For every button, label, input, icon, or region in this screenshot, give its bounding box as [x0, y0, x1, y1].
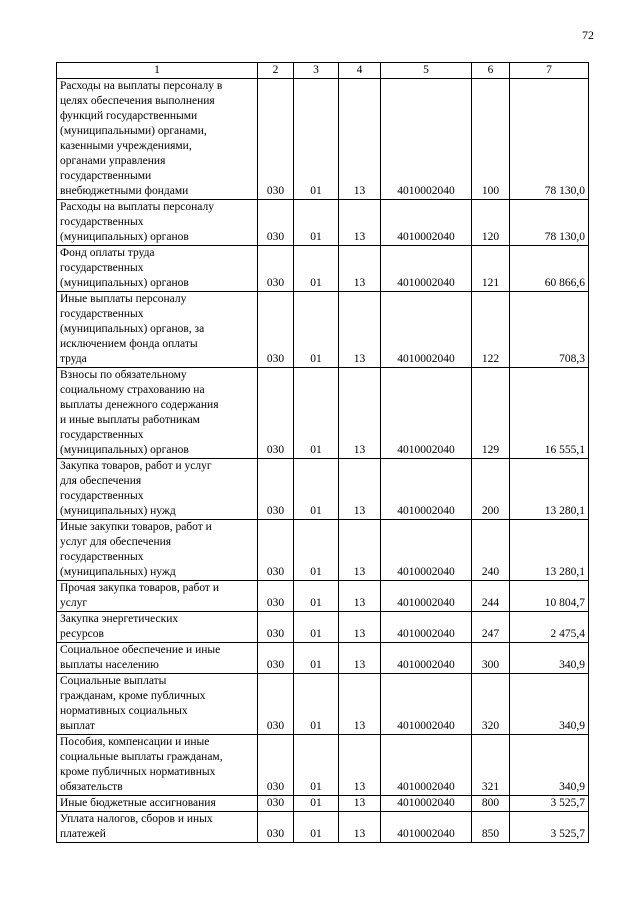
amount-cell: 13 280,1 [510, 459, 589, 520]
section-code-cell: 01 [294, 735, 339, 796]
row-name-line: выплаты денежного содержания [60, 399, 219, 411]
table-row [57, 292, 589, 368]
table-row [57, 674, 589, 735]
table-row [57, 812, 589, 843]
row-name-line: Фонд оплаты труда [60, 247, 155, 259]
row-name-line: Иные бюджетные ассигнования [60, 797, 216, 809]
target-article-cell: 4010002040 [381, 812, 472, 843]
section-code-cell: 01 [294, 368, 339, 459]
target-article-cell: 4010002040 [381, 246, 472, 292]
row-name-cell [57, 612, 258, 643]
section-code-cell: 01 [294, 292, 339, 368]
expense-type-cell: 129 [472, 368, 510, 459]
table-row [57, 612, 589, 643]
row-name-line: (муниципальных) нужд [60, 505, 176, 517]
row-name-line: и иные выплаты работникам [60, 414, 200, 426]
row-name-line: труда [60, 353, 87, 365]
row-name-line: кроме публичных нормативных [60, 766, 216, 778]
subsection-code-cell: 13 [339, 643, 381, 674]
row-name-line: Взносы по обязательному [60, 369, 187, 381]
header-cell-5: 5 [381, 63, 472, 79]
grbs-code-cell: 030 [258, 368, 294, 459]
table-row [57, 735, 589, 796]
row-name-line: платежей [60, 828, 106, 840]
page-number: 72 [582, 28, 594, 42]
subsection-code-cell: 13 [339, 612, 381, 643]
row-name-line: ресурсов [60, 628, 104, 640]
amount-cell: 340,9 [510, 674, 589, 735]
table-body [57, 79, 589, 843]
table-row [57, 459, 589, 520]
row-name-line: нормативных социальных [60, 705, 188, 717]
row-name-line: государственными [60, 170, 152, 182]
row-name-line: выплат [60, 720, 95, 732]
row-name-line: Расходы на выплаты персоналу в [60, 80, 223, 92]
row-name-line: Иные выплаты персоналу [60, 293, 187, 305]
row-name-cell [57, 246, 258, 292]
grbs-code-cell: 030 [258, 812, 294, 843]
section-code-cell: 01 [294, 79, 339, 200]
section-code-cell: 01 [294, 520, 339, 581]
table-row [57, 79, 589, 200]
row-name-line: услуг для обеспечения [60, 536, 172, 548]
amount-cell: 78 130,0 [510, 200, 589, 246]
row-name-line: Закупка товаров, работ и услуг [60, 460, 212, 472]
row-name-line: обязательств [60, 781, 123, 793]
target-article-cell: 4010002040 [381, 79, 472, 200]
expense-type-cell: 320 [472, 674, 510, 735]
amount-cell: 60 866,6 [510, 246, 589, 292]
section-code-cell: 01 [294, 200, 339, 246]
row-name-line: Социальные выплаты [60, 675, 167, 687]
header-cell-3: 3 [294, 63, 339, 79]
table-row [57, 581, 589, 612]
expense-type-cell: 300 [472, 643, 510, 674]
subsection-code-cell: 13 [339, 79, 381, 200]
target-article-cell: 4010002040 [381, 796, 472, 812]
target-article-cell: 4010002040 [381, 643, 472, 674]
amount-cell: 3 525,7 [510, 796, 589, 812]
row-name-cell [57, 812, 258, 843]
amount-cell: 3 525,7 [510, 812, 589, 843]
row-name-line: социальному страхованию на [60, 384, 205, 396]
budget-table [56, 62, 589, 843]
row-name-cell [57, 735, 258, 796]
subsection-code-cell: 13 [339, 581, 381, 612]
expense-type-cell: 244 [472, 581, 510, 612]
section-code-cell: 01 [294, 796, 339, 812]
subsection-code-cell: 13 [339, 735, 381, 796]
table-row [57, 246, 589, 292]
expense-type-cell: 200 [472, 459, 510, 520]
row-name-line: государственных [60, 308, 144, 320]
row-name-line: Иные закупки товаров, работ и [60, 521, 212, 533]
row-name-cell [57, 581, 258, 612]
row-name-cell [57, 459, 258, 520]
row-name-cell [57, 368, 258, 459]
row-name-line: функций государственными [60, 110, 198, 122]
row-name-line: Закупка энергетических [60, 613, 179, 625]
amount-cell: 708,3 [510, 292, 589, 368]
amount-cell: 340,9 [510, 735, 589, 796]
grbs-code-cell: 030 [258, 643, 294, 674]
header-cell-2: 2 [258, 63, 294, 79]
row-name-line: (муниципальных) органов [60, 277, 189, 289]
row-name-line: (муниципальных) органов [60, 444, 189, 456]
row-name-line: Пособия, компенсации и иные [60, 736, 210, 748]
target-article-cell: 4010002040 [381, 581, 472, 612]
row-name-line: государственных [60, 216, 144, 228]
subsection-code-cell: 13 [339, 246, 381, 292]
table-row [57, 796, 589, 812]
target-article-cell: 4010002040 [381, 459, 472, 520]
expense-type-cell: 321 [472, 735, 510, 796]
target-article-cell: 4010002040 [381, 612, 472, 643]
row-name-cell [57, 292, 258, 368]
row-name-cell [57, 200, 258, 246]
grbs-code-cell: 030 [258, 292, 294, 368]
table-row [57, 368, 589, 459]
subsection-code-cell: 13 [339, 292, 381, 368]
target-article-cell: 4010002040 [381, 735, 472, 796]
table-row [57, 643, 589, 674]
subsection-code-cell: 13 [339, 520, 381, 581]
grbs-code-cell: 030 [258, 796, 294, 812]
row-name-line: Уплата налогов, сборов и иных [60, 813, 213, 825]
subsection-code-cell: 13 [339, 368, 381, 459]
row-name-line: гражданам, кроме публичных [60, 690, 206, 702]
row-name-line: выплаты населению [60, 659, 159, 671]
grbs-code-cell: 030 [258, 200, 294, 246]
expense-type-cell: 100 [472, 79, 510, 200]
row-name-cell [57, 796, 258, 812]
grbs-code-cell: 030 [258, 246, 294, 292]
row-name-line: казенными учреждениями, [60, 140, 192, 152]
row-name-line: государственных [60, 551, 144, 563]
target-article-cell: 4010002040 [381, 368, 472, 459]
header-cell-6: 6 [472, 63, 510, 79]
section-code-cell: 01 [294, 674, 339, 735]
grbs-code-cell: 030 [258, 735, 294, 796]
amount-cell: 16 555,1 [510, 368, 589, 459]
row-name-line: (муниципальных) нужд [60, 566, 176, 578]
header-row [57, 63, 589, 79]
row-name-line: государственных [60, 429, 144, 441]
row-name-line: внебюджетными фондами [60, 185, 189, 197]
section-code-cell: 01 [294, 812, 339, 843]
subsection-code-cell: 13 [339, 796, 381, 812]
header-cell-4: 4 [339, 63, 381, 79]
table-row [57, 520, 589, 581]
section-code-cell: 01 [294, 612, 339, 643]
amount-cell: 2 475,4 [510, 612, 589, 643]
target-article-cell: 4010002040 [381, 520, 472, 581]
expense-type-cell: 120 [472, 200, 510, 246]
target-article-cell: 4010002040 [381, 292, 472, 368]
target-article-cell: 4010002040 [381, 200, 472, 246]
expense-type-cell: 800 [472, 796, 510, 812]
expense-type-cell: 240 [472, 520, 510, 581]
row-name-line: Социальное обеспечение и иные [60, 644, 221, 656]
section-code-cell: 01 [294, 643, 339, 674]
target-article-cell: 4010002040 [381, 674, 472, 735]
header-cell-7: 7 [510, 63, 589, 79]
row-name-line: исключением фонда оплаты [60, 338, 198, 350]
section-code-cell: 01 [294, 581, 339, 612]
expense-type-cell: 247 [472, 612, 510, 643]
header-cell-1: 1 [57, 63, 258, 79]
row-name-line: услуг [60, 597, 88, 609]
grbs-code-cell: 030 [258, 79, 294, 200]
row-name-line: Расходы на выплаты персоналу [60, 201, 214, 213]
table-row [57, 200, 589, 246]
row-name-line: органами управления [60, 155, 166, 167]
section-code-cell: 01 [294, 459, 339, 520]
row-name-line: социальные выплаты гражданам, [60, 751, 223, 763]
row-name-line: (муниципальными) органами, [60, 125, 207, 137]
amount-cell: 13 280,1 [510, 520, 589, 581]
grbs-code-cell: 030 [258, 674, 294, 735]
amount-cell: 340,9 [510, 643, 589, 674]
subsection-code-cell: 13 [339, 812, 381, 843]
row-name-cell [57, 79, 258, 200]
grbs-code-cell: 030 [258, 581, 294, 612]
row-name-line: государственных [60, 262, 144, 274]
row-name-line: (муниципальных) органов [60, 231, 189, 243]
row-name-line: (муниципальных) органов, за [60, 323, 205, 335]
amount-cell: 10 804,7 [510, 581, 589, 612]
grbs-code-cell: 030 [258, 612, 294, 643]
expense-type-cell: 121 [472, 246, 510, 292]
expense-type-cell: 850 [472, 812, 510, 843]
grbs-code-cell: 030 [258, 459, 294, 520]
subsection-code-cell: 13 [339, 200, 381, 246]
row-name-cell [57, 520, 258, 581]
subsection-code-cell: 13 [339, 674, 381, 735]
row-name-cell [57, 643, 258, 674]
row-name-line: целях обеспечения выполнения [60, 95, 215, 107]
expense-type-cell: 122 [472, 292, 510, 368]
amount-cell: 78 130,0 [510, 79, 589, 200]
section-code-cell: 01 [294, 246, 339, 292]
row-name-line: Прочая закупка товаров, работ и [60, 582, 219, 594]
row-name-line: для обеспечения [60, 475, 142, 487]
subsection-code-cell: 13 [339, 459, 381, 520]
row-name-line: государственных [60, 490, 144, 502]
grbs-code-cell: 030 [258, 520, 294, 581]
row-name-cell [57, 674, 258, 735]
